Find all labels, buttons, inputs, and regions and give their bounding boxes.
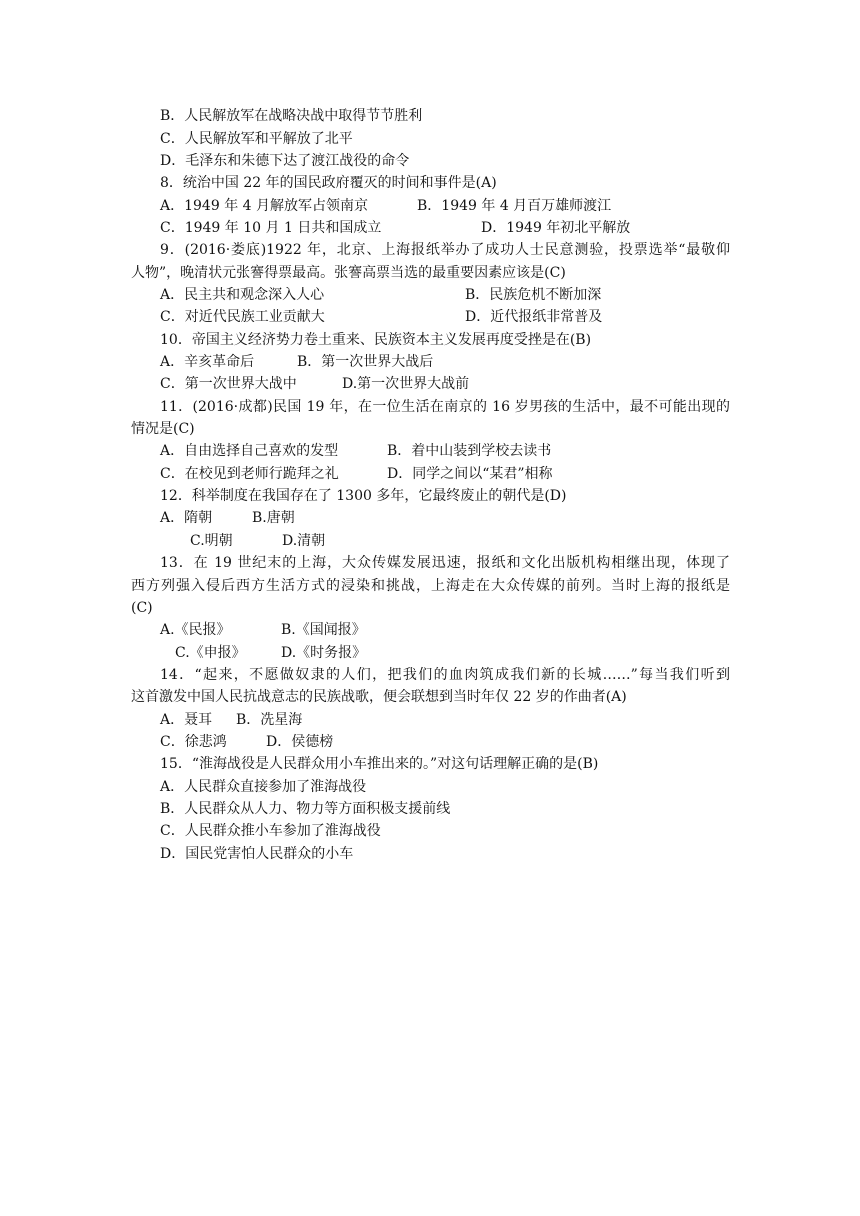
q8-option-c: C．1949 年 10 月 1 日共和国成立 xyxy=(160,220,382,236)
q13-stem-line-2: 西方列强入侵后西方生活方式的浸染和挑战，上海走在大众传媒的前列。当时上海的报纸是 xyxy=(131,578,730,594)
q9-option-b: B．民族危机不断加深 xyxy=(465,287,602,303)
q11-option-a: A．自由选择自己喜欢的发型 xyxy=(160,443,339,459)
q15-option-c: C．人民群众推小车参加了淮海战役 xyxy=(160,823,381,839)
q12-option-b: B.唐朝 xyxy=(252,510,295,526)
q9-option-d: D．近代报纸非常普及 xyxy=(465,309,603,325)
q14-option-a: A．聂耳 xyxy=(160,712,213,728)
q13-stem-line-1: 13．在 19 世纪末的上海，大众传媒发展迅速，报纸和文化出版机构相继出现，体现了 xyxy=(160,555,730,571)
q8-option-a: A．1949 年 4 月解放军占领南京 xyxy=(160,198,368,214)
q13-option-a: A.《民报》 xyxy=(160,622,231,638)
q7-option-d: D．毛泽东和朱德下达了渡江战役的命令 xyxy=(160,153,410,169)
q14-option-d: D．侯德榜 xyxy=(266,734,334,750)
q9-option-a: A．民主共和观念深入人心 xyxy=(160,287,325,303)
q9-stem-line-1: 9．(2016·娄底)1922 年，北京、上海报纸举办了成功人士民意测验，投票选举“最敬仰 xyxy=(160,242,730,258)
q14-stem-line-1: 14．“起来，不愿做奴隶的人们，把我们的血肉筑成我们新的长城……”每当我们听到 xyxy=(160,667,730,683)
q13-option-c: C.《申报》 xyxy=(175,645,246,661)
q13-option-d: D.《时务报》 xyxy=(281,645,367,661)
q14-stem-line-2: 这首激发中国人民抗战意志的民族战歌，便会联想到当时年仅 22 岁的作曲者(A) xyxy=(131,689,627,705)
q11-option-c: C．在校见到老师行跪拜之礼 xyxy=(160,466,339,482)
q15-option-d: D．国民党害怕人民群众的小车 xyxy=(160,846,354,862)
q12-option-c: C.明朝 xyxy=(190,533,233,549)
q14-option-c: C．徐悲鸿 xyxy=(160,734,227,750)
q9-option-c: C．对近代民族工业贡献大 xyxy=(160,309,325,325)
q8-option-d: D．1949 年初北平解放 xyxy=(481,220,631,236)
q11-option-b: B．着中山装到学校去读书 xyxy=(387,443,552,459)
q13-option-b: B.《国闻报》 xyxy=(281,622,366,638)
q14-option-b: B．冼星海 xyxy=(236,712,303,728)
q15-option-a: A．人民群众直接参加了淮海战役 xyxy=(160,779,367,795)
q9-stem-line-2: 人物”，晚清状元张謇得票最高。张謇高票当选的最重要因素应该是(C) xyxy=(131,265,566,281)
q15-stem: 15．“淮海战役是人民群众用小车推出来的。”对这句话理解正确的是(B) xyxy=(160,756,599,772)
q11-option-d: D．同学之间以“某君”相称 xyxy=(387,466,553,482)
q10-option-b: B．第一次世界大战后 xyxy=(297,354,434,370)
q7-option-c: C．人民解放军和平解放了北平 xyxy=(160,131,353,147)
q15-option-b: B．人民群众从人力、物力等方面积极支援前线 xyxy=(160,801,451,817)
q8-stem: 8．统治中国 22 年的国民政府覆灭的时间和事件是(A) xyxy=(160,175,497,191)
q12-option-a: A．隋朝 xyxy=(160,510,213,526)
q10-option-c: C．第一次世界大战中 xyxy=(160,376,297,392)
q10-option-d: D.第一次世界大战前 xyxy=(342,376,470,392)
q7-option-b: B．人民解放军在战略决战中取得节节胜利 xyxy=(160,108,423,124)
q13-stem-line-3: (C) xyxy=(131,600,153,616)
q11-stem-line-2: 情况是(C) xyxy=(131,421,195,437)
q11-stem-line-1: 11．(2016·成都)民国 19 年，在一位生活在南京的 16 岁男孩的生活中，最不可能出现的 xyxy=(160,399,730,415)
q8-option-b: B．1949 年 4 月百万雄师渡江 xyxy=(417,198,612,214)
q12-option-d: D.清朝 xyxy=(282,533,326,549)
q10-option-a: A．辛亥革命后 xyxy=(160,354,255,370)
q12-stem: 12．科举制度在我国存在了 1300 多年，它最终废止的朝代是(D) xyxy=(160,488,567,504)
q10-stem: 10．帝国主义经济势力卷土重来、民族资本主义发展再度受挫是在(B) xyxy=(160,332,592,348)
